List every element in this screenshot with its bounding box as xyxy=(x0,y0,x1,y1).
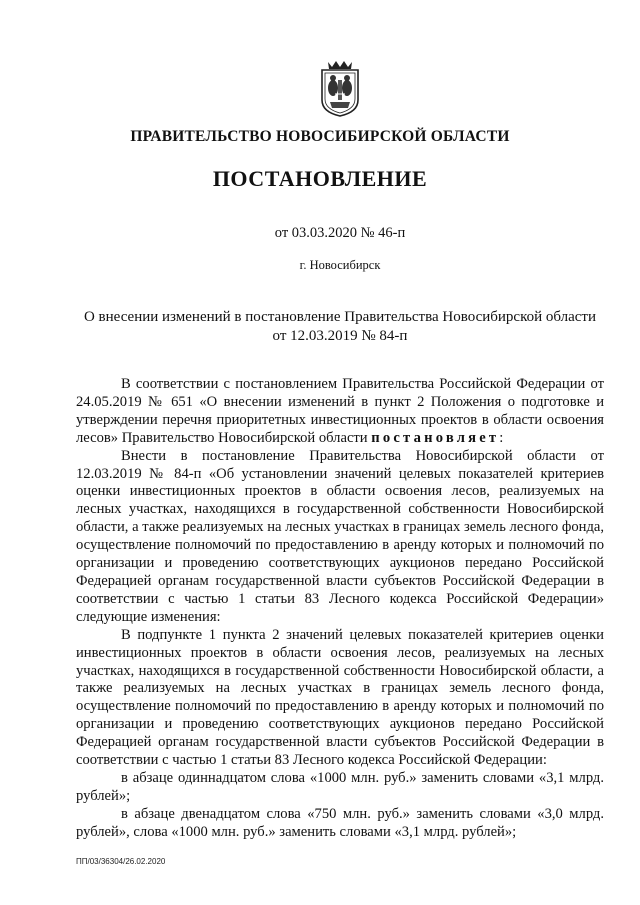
subject-line-1: О внесении изменений в постановление Правительства Новосибирской области xyxy=(83,309,597,325)
document-city: г. Новосибирск xyxy=(299,258,381,272)
government-title: ПРАВИТЕЛЬСТВО НОВОСИБИРСКОЙ ОБЛАСТИ xyxy=(130,128,510,145)
subject-line-2: от 12.03.2019 № 84-п xyxy=(272,328,408,344)
body-paragraph-3: В подпункте 1 пункта 2 значений целевых показателей критериев оценки инвестиционных проектов в области освоения лесов, реализуемых на лесных участках, находящихся в государственной собственности Новосибирской области, а также реализуемых на лесных участках в границах земель лесного фонда, осуществление полномочий по предоставлению в аренду которых и полномочий по организации и проведению соответствующих аукционов передано Российской Федерацией органам государственной власти субъектов Российской Федерации в соответствии с частью 1 статьи 83 Лесного кодекса Российской Федерации: xyxy=(76,626,604,769)
paragraph-1-text: В соответствии с постановлением Правительства Российской Федерации от 24.05.2019 № 651 «О внесении изменений в пункт 2 Положения о подготовке и утверждении перечня приоритетных инвестиционных проектов в области освоения лесов» Правительство Новосибирской области xyxy=(76,376,604,446)
footer-document-code: ПП/03/36304/26.02.2020 xyxy=(76,857,166,866)
document-date-number: от 03.03.2020 № 46-п xyxy=(274,225,406,241)
body-paragraph-2: Внести в постановление Правительства Новосибирской области от 12.03.2019 № 84-п «Об установлении значений целевых показателей критериев оценки инвестиционных проектов в области освоения лесов, реализуемых на лесных участках, находящихся в государственной собственности Новосибирской области, а также реализуемых на лесных участках в границах земель лесного фонда, осуществление полномочий по предоставлению в аренду которых и полномочий по организации и проведению соответствующих аукционов передано Российской Федерацией органам государственной власти субъектов Российской Федерации в соответствии с частью 1 статьи 83 Лесного кодекса Российской Федерации» следующие изменения: xyxy=(76,447,604,625)
document-subject xyxy=(76,308,604,346)
coat-of-arms-icon xyxy=(318,58,362,118)
document-type-title: ПОСТАНОВЛЕНИЕ xyxy=(212,166,428,191)
resolves-keyword: постановляет xyxy=(371,429,500,446)
body-paragraph-5: в абзаце двенадцатом слова «750 млн. руб.» заменить словами «3,0 млрд. рублей», слова «1000 млн. руб.» заменить словами «3,1 млрд. рублей»; xyxy=(76,805,604,840)
paragraph-1-end: : xyxy=(499,429,504,446)
body-paragraph-4: в абзаце одиннадцатом слова «1000 млн. руб.» заменить словами «3,1 млрд. рублей»; xyxy=(76,769,604,804)
body-paragraph-1 xyxy=(76,376,604,448)
document-body xyxy=(76,376,604,842)
